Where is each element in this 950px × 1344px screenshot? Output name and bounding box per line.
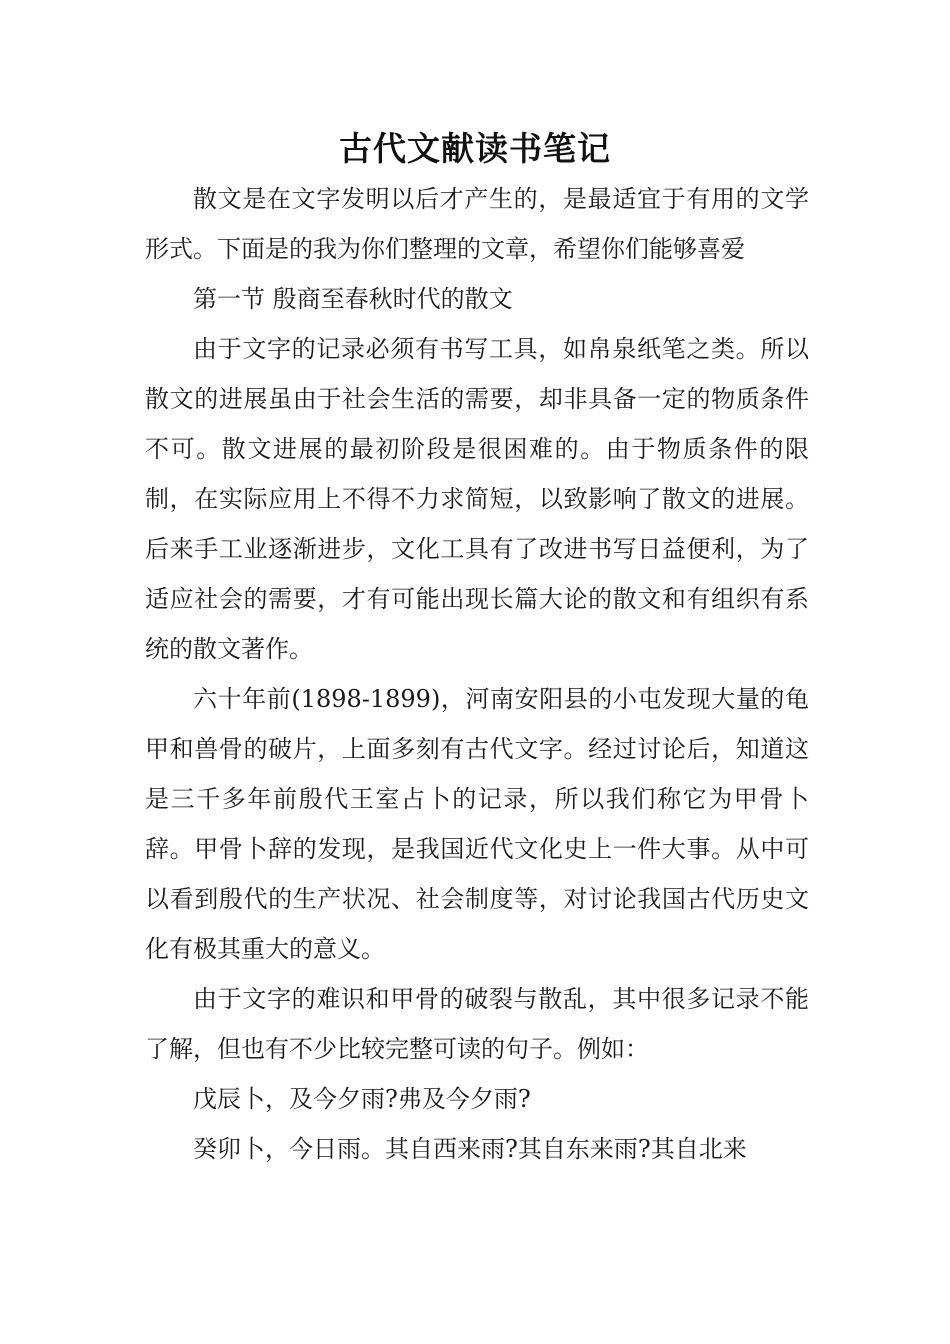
document-title: 古代文献读书笔记 bbox=[339, 129, 611, 168]
section-heading: 第一节 殷商至春秋时代的散文 bbox=[193, 285, 513, 313]
paragraph-writing-tools: 由于文字的记录必须有书写工具，如帛泉纸笔之类。所以散文的进展虽由于社会生活的需要，却非具备一定的物质条件不可。散文进展的最初阶段是很困难的。由于物质条件的限制，在实际应用上不得不力求简短，以致影响了散文的进展。后来手工业逐渐进步，文化工具有了改进书写日益便利，为了适应社会的需要，才有可能出现长篇大论的散文和有组织有系统的散文著作。 bbox=[145, 335, 809, 663]
paragraph-example-2: 癸卯卜，今日雨。其自西来雨?其自东来雨?其自北来 bbox=[193, 1135, 747, 1163]
paragraph-intro: 散文是在文字发明以后才产生的，是最适宜于有用的文学形式。下面是的我为你们整理的文章，希望你们能够喜爱 bbox=[145, 185, 809, 263]
paragraph-example-1: 戊辰卜，及今夕雨?弗及今夕雨? bbox=[193, 1085, 531, 1113]
document-body bbox=[145, 174, 809, 1174]
paragraph-readable-sentences: 由于文字的难识和甲骨的破裂与散乱，其中很多记录不能了解，但也有不少比较完整可读的句子。例如： bbox=[145, 985, 809, 1063]
paragraph-oracle-bones: 六十年前(1898-1899)，河南安阳县的小屯发现大量的龟甲和兽骨的破片，上面多刻有古代文字。经过讨论后，知道这是三千多年前殷代王室占卜的记录，所以我们称它为甲骨卜辞。甲骨卜辞的发现，是我国近代文化史上一件大事。从中可以看到殷代的生产状况、社会制度等，对讨论我国古代历史文化有极其重大的意义。 bbox=[145, 685, 809, 963]
